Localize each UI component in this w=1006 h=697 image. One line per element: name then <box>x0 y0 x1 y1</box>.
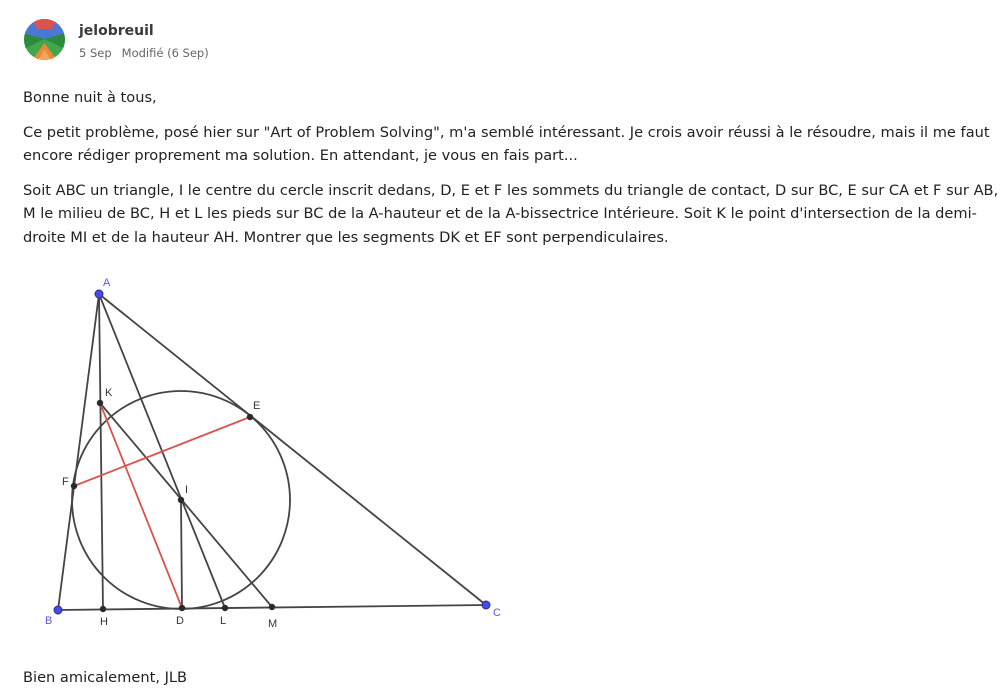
label-h: H <box>100 616 108 628</box>
geometry-figure[interactable] <box>40 272 520 632</box>
point-d[interactable] <box>179 605 185 611</box>
line-km <box>100 403 272 607</box>
post-meta <box>79 46 209 60</box>
greeting: Bonne nuit à tous, <box>23 89 157 106</box>
paragraph-problem: Soit ABC un triangle, I le centre du cercle inscrit dedans, D, E et F les sommets du triangle de contact, D sur BC, E sur CA et F sur AB, M le milieu de BC, H et L les pieds sur BC de la A-hauteur et de la A-bissectrice Intérieure. Soit K le point d'intersection de la demi-droite MI et de la hauteur AH. Montrer que les segments DK et EF sont perpendiculaires. <box>23 181 999 246</box>
segment-dk <box>100 403 182 608</box>
modified-date[interactable]: Modifié (6 Sep) <box>121 46 209 60</box>
avatar-image <box>24 19 65 60</box>
point-h[interactable] <box>100 606 106 612</box>
altitude-ah <box>99 294 103 609</box>
point-e[interactable] <box>247 414 253 420</box>
label-d: D <box>176 615 184 627</box>
point-k[interactable] <box>97 400 103 406</box>
point-a[interactable] <box>95 290 103 298</box>
label-f: F <box>62 476 69 488</box>
post-date[interactable]: 5 Sep <box>79 46 112 60</box>
segment-id <box>181 500 182 608</box>
label-e: E <box>253 400 261 412</box>
segment-ac <box>99 294 486 605</box>
paragraph-intro: Ce petit problème, posé hier sur "Art of Problem Solving", m'a semblé intéressant. Je crois avoir réussi à le résoudre, mais il me faut encore rédiger proprement ma solution. En attendant, je vous en fais part... <box>23 123 990 164</box>
label-l: L <box>220 615 227 627</box>
closing: Bien amicalement, JLB <box>23 669 188 686</box>
label-a: A <box>103 277 111 289</box>
label-i: I <box>185 484 189 496</box>
point-f[interactable] <box>71 483 77 489</box>
point-b[interactable] <box>54 606 62 614</box>
author-name[interactable]: jelobreuil <box>79 23 154 39</box>
point-m[interactable] <box>269 604 275 610</box>
label-m: M <box>268 618 278 630</box>
avatar[interactable] <box>24 19 65 60</box>
label-c: C <box>493 607 501 619</box>
label-k: K <box>105 387 113 399</box>
label-b: B <box>45 615 53 627</box>
point-i[interactable] <box>178 497 184 503</box>
point-l[interactable] <box>222 605 228 611</box>
post-body <box>23 86 1003 260</box>
point-c[interactable] <box>482 601 490 609</box>
